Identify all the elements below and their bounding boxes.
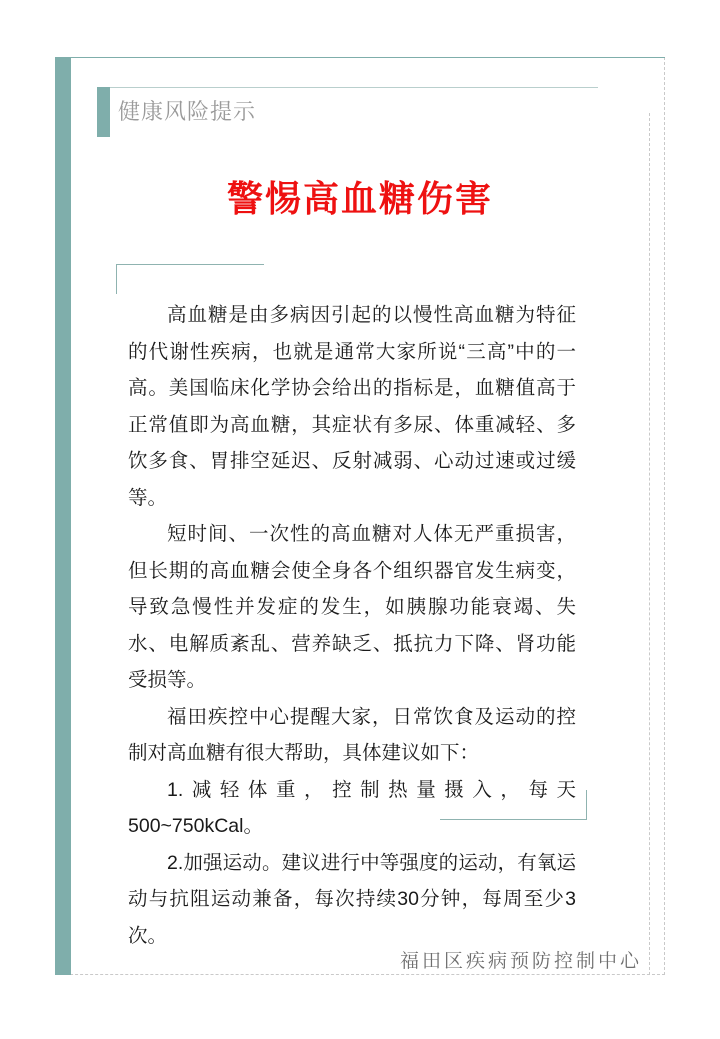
paragraph: 短时间、一次性的高血糖对人体无严重损害，但长期的高血糖会使全身各个组织器官发生病变，导致急慢性并发症的发生，如胰腺功能衰竭、失水、电解质紊乱、营养缺乏、抵抗力下降、肾功能受损等。 <box>128 523 576 691</box>
footer-organization: 福田区疾病预防控制中心 <box>399 951 642 972</box>
recommendation-item: 1.减轻体重，控制热量摄入，每天500~750kCal。 <box>128 778 576 837</box>
article-body <box>128 297 576 954</box>
header-rule <box>110 87 598 88</box>
paragraph: 高血糖是由多病因引起的以慢性高血糖为特征的代谢性疾病，也就是通常大家所说“三高”中的一高。美国临床化学协会给出的指标是，血糖值高于正常值即为高血糖，其症状有多尿、体重减轻、多饮多食、胃排空延迟、反射减弱、心动过速或过缓等。 <box>128 304 576 509</box>
header-accent-bar <box>97 87 110 137</box>
corner-bracket-top-left <box>116 264 264 294</box>
recommendation-item: 2.加强运动。建议进行中等强度的运动，有氧运动与抗阻运动兼备，每次持续30分钟，每周至少3次。 <box>128 851 576 947</box>
page-title: 警惕高血糖伤害 <box>226 178 493 219</box>
accent-rule-top <box>71 57 665 58</box>
header-label: 健康风险提示 <box>118 99 257 124</box>
paragraph: 福田疾控中心提醒大家，日常饮食及运动的控制对高血糖有很大帮助，具体建议如下： <box>128 705 576 764</box>
